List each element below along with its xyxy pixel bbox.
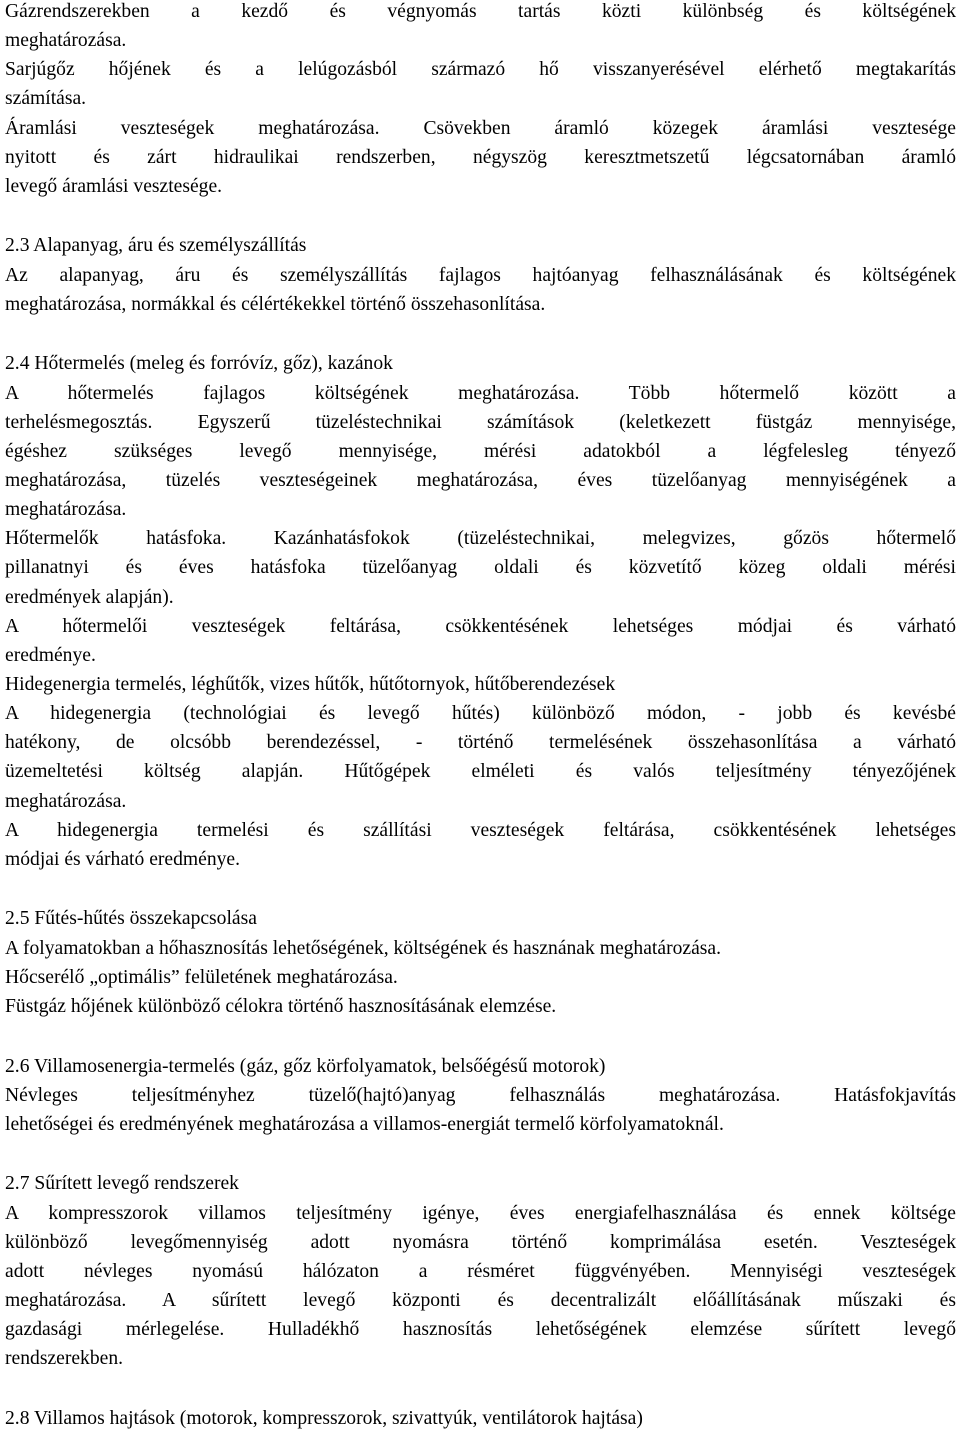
text-line: A kompresszorok villamos teljesítmény igénye, éves energiafelhasználása és ennek költsége: [5, 1202, 956, 1224]
text-line: Sarjúgőz hőjének és a lelúgozásból származó hő visszanyerésével elérhető megtakarítás: [5, 59, 956, 81]
text-line: pillanatnyi és éves hatásfoka tüzelőanyag oldali és közvetítő közeg oldali mérési: [5, 557, 956, 579]
text-line: égéshez szükséges levegő mennyisége, mérési adatokból a légfelesleg tényező: [5, 440, 956, 462]
text-line: módjai és várható eredménye.: [5, 848, 241, 870]
text-line: meghatározása.: [5, 30, 127, 52]
text-line: Hőtermelők hatásfoka. Kazánhatásfokok (tüzeléstechnikai, melegvizes, gőzös hőtermelő: [5, 528, 956, 550]
text-line: A hőtermelés fajlagos költségének meghatározása. Több hőtermelő között a: [5, 382, 956, 404]
paragraph-gap: [5, 874, 956, 905]
text-line: A folyamatokban a hőhasznosítás lehetőségének, költségének és hasznának meghatározása.: [5, 937, 722, 959]
paragraph-gap: [5, 1139, 956, 1170]
paragraph-gap: [5, 319, 956, 350]
text-line: Hőcserélő „optimális” felületének meghatározása.: [5, 966, 398, 988]
text-line: meghatározása, tüzelés veszteségeinek meghatározása, éves tüzelőanyag mennyiségének a: [5, 469, 956, 491]
text-line: Névleges teljesítményhez tüzelő(hajtó)anyag felhasználás meghatározása. Hatásfokjavítás: [5, 1084, 956, 1106]
paragraph-gap: [5, 1373, 956, 1404]
text-line: üzemeltetési költség alapján. Hűtőgépek elméleti és valós teljesítmény tényezőjének: [5, 761, 956, 783]
text-line: rendszerekben.: [5, 1348, 124, 1370]
text-line: különböző levegőmennyiség adott nyomásra történő komprimálása esetén. Veszteségek: [5, 1231, 956, 1253]
text-line: lehetőségei és eredményének meghatározása a villamos-energiát termelő körfolyamatoknál.: [5, 1113, 724, 1135]
text-line: terhelésmegosztás. Egyszerű tüzeléstechnikai számítások (keletkezett füstgáz mennyisége,: [5, 411, 956, 433]
text-line: gazdasági mérlegelése. Hulladékhő hasznosítás lehetőségének elemzése sűrített levegő: [5, 1319, 956, 1341]
text-line: meghatározása.: [5, 499, 127, 521]
text-line: Gázrendszerekben a kezdő és végnyomás tartás közti különbség és költségének: [5, 1, 956, 22]
paragraph-gap: [5, 1021, 956, 1052]
text-line: A hidegenergia (technológiai és levegő hűtés) különböző módon, - jobb és kevésbé: [5, 703, 956, 725]
text-line: A hidegenergia termelési és szállítási veszteségek feltárása, csökkentésének lehetséges: [5, 819, 956, 841]
text-line: számítása.: [5, 88, 87, 110]
text-line: meghatározása.: [5, 790, 127, 812]
text-line: Az alapanyag, áru és személyszállítás fajlagos hajtóanyag felhasználásának és költségének: [5, 264, 956, 286]
text-line: 2.4 Hőtermelés (meleg és forróvíz, gőz), kazánok: [5, 353, 393, 375]
text-line: meghatározása. A sűrített levegő központi és decentralizált előállításának műszaki és: [5, 1289, 956, 1311]
text-line: 2.8 Villamos hajtások (motorok, kompresszorok, szivattyúk, ventilátorok hajtása): [5, 1407, 643, 1429]
text-line: Áramlási veszteségek meghatározása. Csövekben áramló közegek áramlási vesztesége: [5, 117, 956, 139]
text-line: eredménye.: [5, 644, 96, 666]
text-line: nyitott és zárt hidraulikai rendszerben, négyszög keresztmetszetű légcsatornában áramló: [5, 146, 956, 168]
text-line: eredmények alapján).: [5, 586, 174, 608]
text-line: adott névleges nyomású hálózaton a résméret függvényében. Mennyiségi veszteségek: [5, 1260, 956, 1282]
text-line: 2.3 Alapanyag, áru és személyszállítás: [5, 235, 307, 257]
text-line: Hidegenergia termelés, léghűtők, vizes hűtők, hűtőtornyok, hűtőberendezések: [5, 673, 616, 695]
text-line: 2.6 Villamosenergia-termelés (gáz, gőz körfolyamatok, belsőégésű motorok): [5, 1055, 606, 1077]
text-line: Füstgáz hőjének különböző célokra történő hasznosításának elemzése.: [5, 995, 557, 1017]
text-line: 2.5 Fűtés-hűtés összekapcsolása: [5, 908, 257, 930]
text-line: A hőtermelői veszteségek feltárása, csökkentésének lehetséges módjai és várható: [5, 615, 956, 637]
text-line: levegő áramlási vesztesége.: [5, 175, 223, 197]
text-line: meghatározása, normákkal és célértékekkel történő összehasonlítása.: [5, 293, 546, 315]
paragraph-gap: [5, 201, 956, 232]
text-line: hatékony, de olcsóbb berendezéssel, - történő termelésének összehasonlítása a várható: [5, 732, 956, 754]
text-line: 2.7 Sűrített levegő rendszerek: [5, 1173, 239, 1195]
document-page: [5, 0, 956, 1433]
